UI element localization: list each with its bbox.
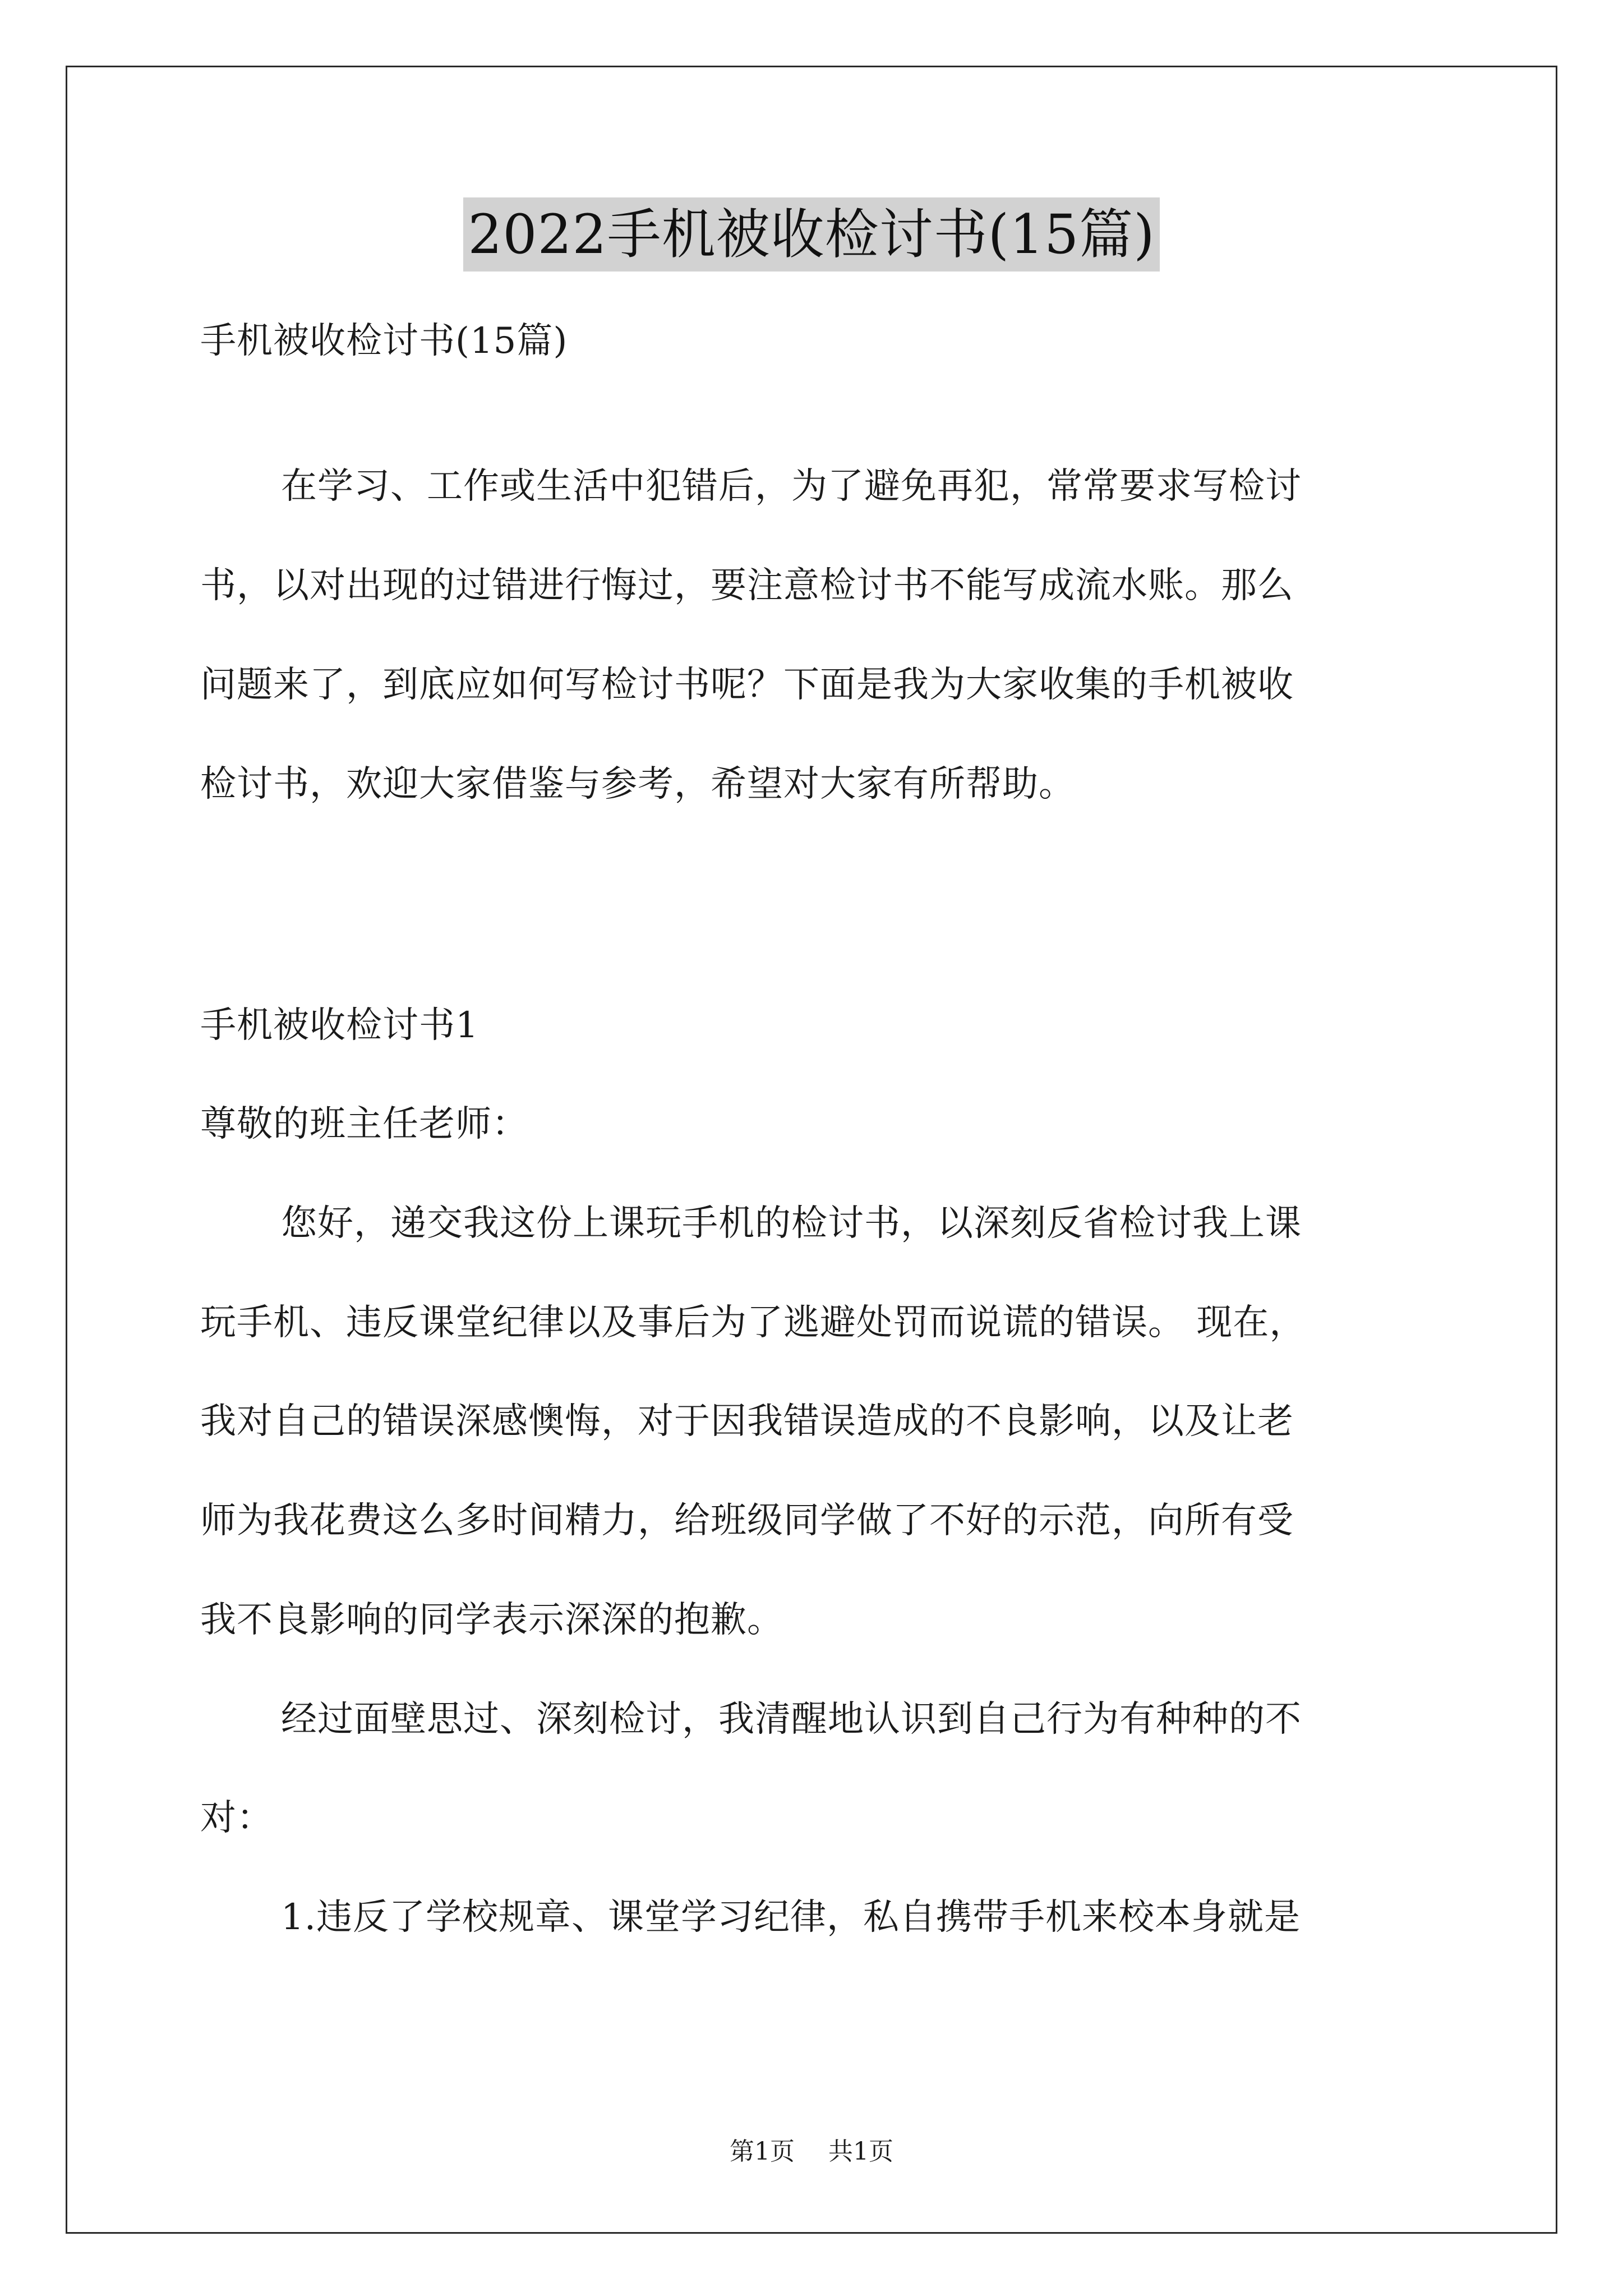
page-number: 第1页 (730, 2137, 795, 2166)
document-subtitle: 手机被收检讨书(15篇) (200, 320, 568, 362)
intro-line-4: 检讨书，欢迎大家借鉴与参考，希望对大家有所帮助。 (200, 763, 1075, 805)
intro-line-2: 书，以对出现的过错进行悔过，要注意检讨书不能写成流水账。那么 (200, 565, 1294, 606)
para2-line-1: 经过面壁思过、深刻检讨，我清醒地认识到自己行为有种种的不 (281, 1699, 1302, 1740)
section-heading: 手机被收检讨书1 (200, 1005, 479, 1046)
point1-line: 1.违反了学校规章、课堂学习纪律，私自携带手机来校本身就是 (281, 1897, 1301, 1938)
page-total: 共1页 (828, 2137, 893, 2166)
salutation: 尊敬的班主任老师： (200, 1103, 528, 1145)
para1-line-5: 我不良影响的同学表示深深的抱歉。 (200, 1599, 783, 1641)
intro-line-1: 在学习、工作或生活中犯错后，为了避免再犯，常常要求写检讨 (281, 466, 1302, 507)
intro-line-3: 问题来了，到底应如何写检讨书呢？下面是我为大家收集的手机被收 (200, 664, 1294, 706)
para2-line-2: 对： (200, 1797, 273, 1839)
para1-line-2: 玩手机、违反课堂纪律以及事后为了逃避处罚而说谎的错误。 现在， (200, 1302, 1306, 1343)
para1-line-3: 我对自己的错误深感懊悔，对于因我错误造成的不良影响，以及让老 (200, 1401, 1294, 1442)
page-footer (0, 2136, 1623, 2168)
title-container (0, 197, 1623, 272)
para1-line-4: 师为我花费这么多时间精力，给班级同学做了不好的示范，向所有受 (200, 1500, 1294, 1542)
document-title: 2022手机被收检讨书(15篇) (463, 197, 1159, 272)
para1-line-1: 您好，递交我这份上课玩手机的检讨书，以深刻反省检讨我上课 (281, 1203, 1302, 1244)
